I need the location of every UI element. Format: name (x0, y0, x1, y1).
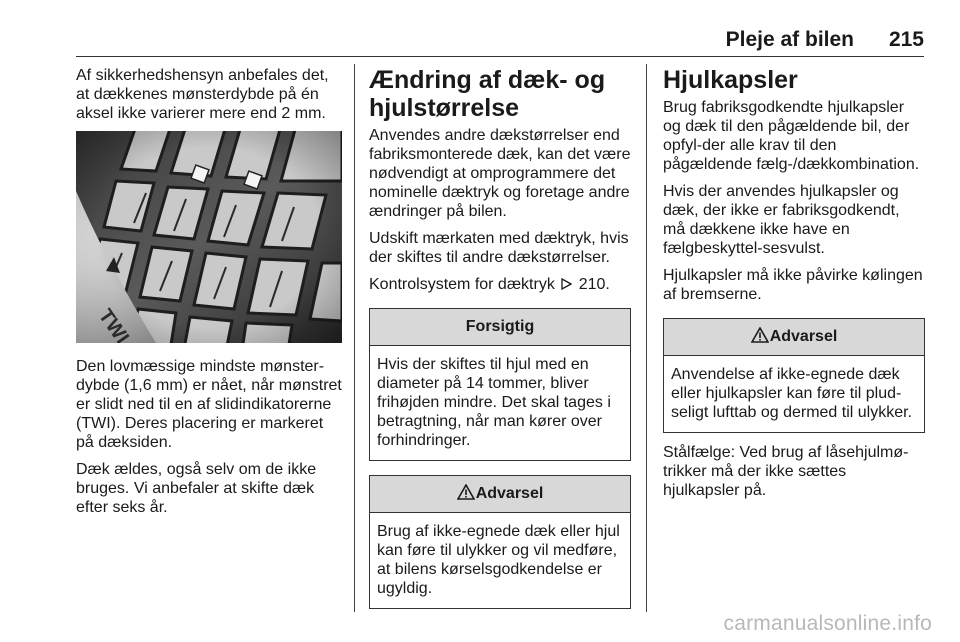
warning-title: Advarsel (769, 328, 838, 345)
warning-box-tires (369, 475, 631, 609)
column-right (663, 66, 925, 508)
tire-size-heading: Ændring af dæk- og hjulstørrelse (369, 66, 606, 122)
tire-pressure-reference (369, 275, 631, 294)
warning-triangle-icon (751, 327, 769, 343)
section-title: Pleje af bilen (725, 28, 854, 51)
legal-depth-paragraph: Den lovmæssige mindste mønster-dybde (1,6 mm) er nået, når mønstret er slidt ned til en af slidindikatorerne (TWI). Deres placering er markeret på dæksiden. (76, 358, 342, 451)
tire-size-paragraph-2: Udskift mærkaten med dæktryk, hvis der skiftes til andre dækstørrelser. (369, 230, 629, 266)
warning-triangle-icon (457, 484, 475, 500)
steel-rims-paragraph: Stålfælge: Ved brug af låsehjulmø-trikker må der ikke sættes hjulkapsler på. (663, 444, 909, 499)
tire-tread-illustration (76, 131, 342, 343)
hubcaps-paragraph-3: Hjulkapsler må ikke påvirke kølingen af bremserne. (663, 267, 923, 303)
tire-size-paragraph-1: Anvendes andre dækstørrelser end fabriksmonterede dæk, kan det være nødvendigt at omprogrammere det nominelle dæktryk og foretage andre ændringer på bilen. (369, 127, 631, 220)
warning-box-hubcaps (663, 318, 925, 433)
tire-age-paragraph: Dæk ældes, også selv om de ikke bruges. Vi anbefaler at skifte dæk efter seks år. (76, 461, 317, 516)
hubcaps-heading: Hjulkapsler (663, 66, 798, 94)
column-divider-1 (354, 64, 355, 612)
page-header (0, 0, 960, 56)
column-middle (369, 66, 631, 619)
warning-body: Anvendelse af ikke-egnede dæk eller hjulkapsler kan føre til plud-seligt lufttab og dermed til ulykker. (671, 366, 913, 421)
warning-header (664, 319, 924, 356)
caution-title: Forsigtig (370, 309, 630, 346)
watermark: carmanualsonline.info (723, 612, 932, 635)
intro-paragraph: Af sikkerhedshensyn anbefales det, at dækkenes mønsterdybde på én aksel ikke varierer mere end 2 mm. (76, 67, 329, 122)
page-reference-arrow-icon (561, 278, 572, 290)
hubcaps-paragraph-2: Hvis der anvendes hjulkapsler og dæk, der ikke er fabriksgodkendt, må dækkene ikke have en fælgbeskyttel-sesvulst. (663, 183, 900, 257)
caution-body: Hvis der skiftes til hjul med en diameter på 14 tommer, bliver frihøjden mindre. Det skal tages i betragtning, når man kører over forhindringer. (377, 356, 611, 449)
warning-title: Advarsel (475, 485, 544, 502)
hubcaps-paragraph-1: Brug fabriksgodkendte hjulkapsler og dæk til den pågældende bil, der opfyl-der alle krav til den pågældende fælg-/dækkombination. (663, 99, 920, 173)
warning-body: Brug af ikke-egnede dæk eller hjul kan føre til ulykker og vil medføre, at bilens kørselsgodkendelse er ugyldig. (377, 523, 620, 597)
reference-text: Kontrolsystem for dæktryk (369, 276, 555, 293)
column-left (76, 66, 344, 525)
page-number: 215 (888, 28, 924, 51)
header-rule (76, 56, 924, 57)
warning-header (370, 476, 630, 513)
caution-box (369, 308, 631, 461)
column-divider-2 (646, 64, 647, 612)
reference-page-link[interactable]: 210. (578, 276, 610, 293)
